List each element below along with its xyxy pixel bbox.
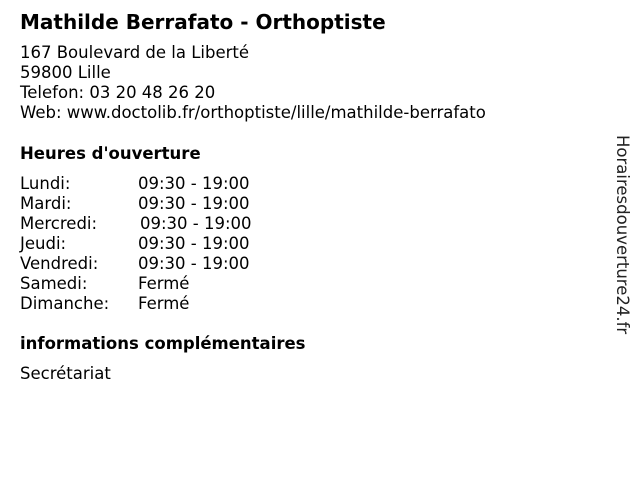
additional-info-heading: informations complémentaires (20, 334, 306, 353)
additional-info-text: Secrétariat (20, 364, 111, 383)
hours-value: 09:30 - 19:00 (138, 194, 250, 213)
city: 59800 Lille (20, 63, 111, 82)
hours-value: 09:30 - 19:00 (140, 214, 252, 233)
phone-number: Telefon: 03 20 48 26 20 (20, 83, 216, 102)
hours-value: 09:30 - 19:00 (138, 174, 250, 193)
day-label: Vendredi: (20, 254, 99, 273)
hours-value: Fermé (138, 274, 190, 293)
hours-value: Fermé (138, 294, 190, 313)
day-label: Lundi: (20, 174, 71, 193)
hours-value: 09:30 - 19:00 (138, 234, 250, 253)
day-label: Mardi: (20, 194, 72, 213)
site-watermark: Horairesdouverture24.fr (613, 135, 632, 335)
day-label: Jeudi: (20, 234, 67, 253)
day-label: Samedi: (20, 274, 88, 293)
day-label: Dimanche: (20, 294, 110, 313)
page-title: Mathilde Berrafato - Orthoptiste (20, 10, 386, 34)
opening-hours-heading: Heures d'ouverture (20, 144, 201, 163)
address-block (20, 43, 486, 123)
street-address: 167 Boulevard de la Liberté (20, 43, 250, 62)
day-label: Mercredi: (20, 214, 98, 233)
website-link: Web: www.doctolib.fr/orthoptiste/lille/mathilde-berrafato (20, 103, 486, 122)
hours-value: 09:30 - 19:00 (138, 254, 250, 273)
